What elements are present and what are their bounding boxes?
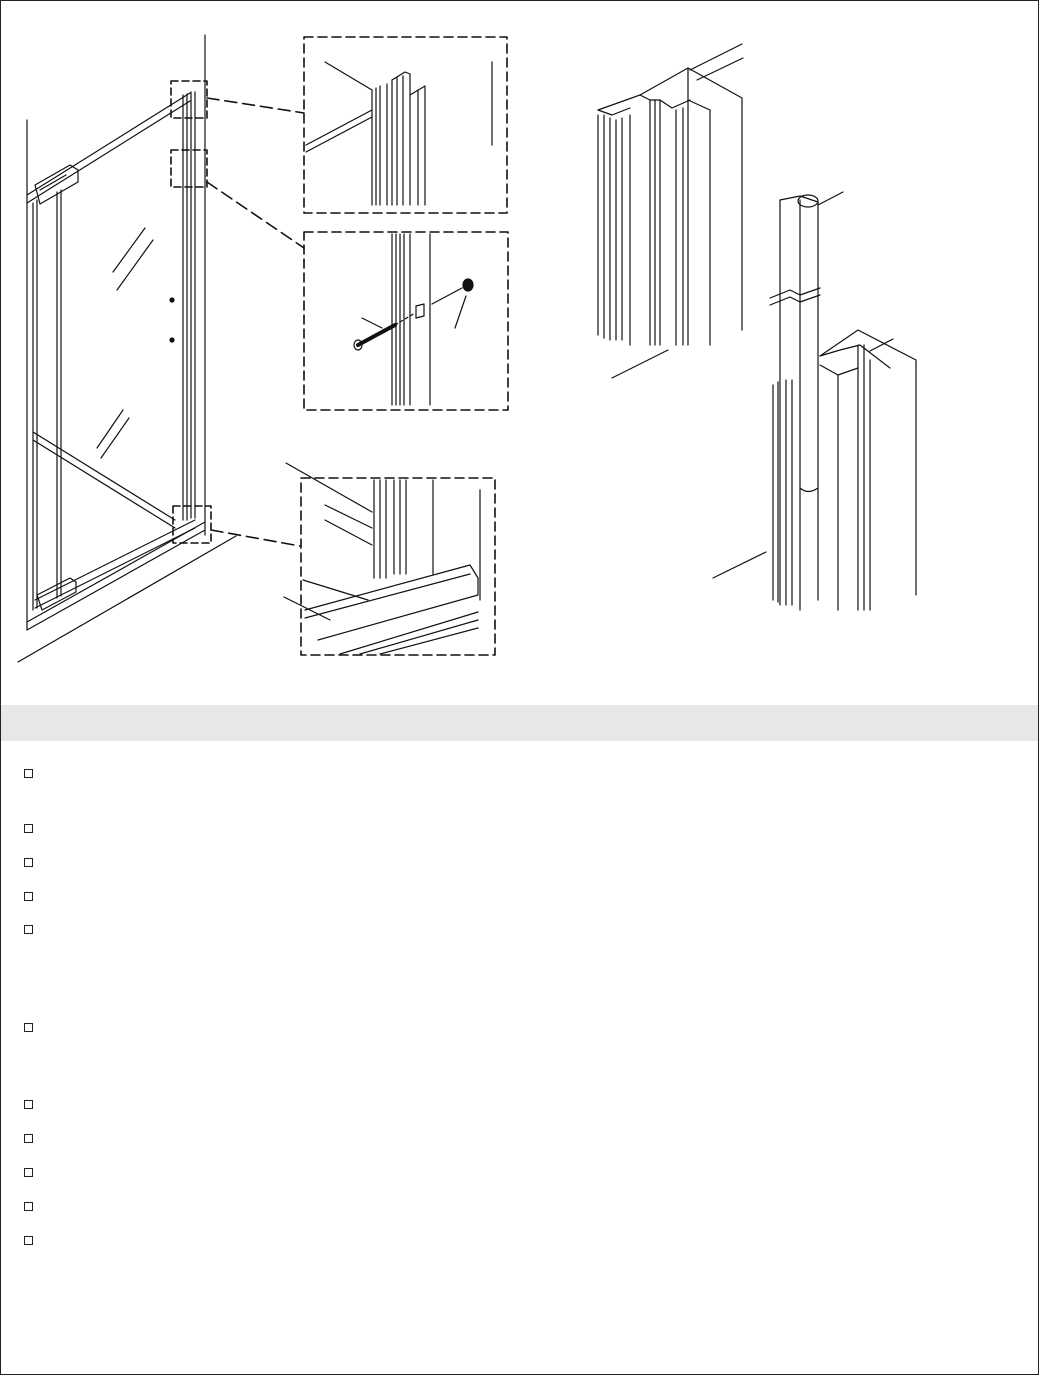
profile-hinge-drawing: [713, 192, 916, 610]
detail-top-channel: [304, 37, 507, 213]
checkbox-icon[interactable]: [24, 1168, 33, 1177]
checkbox-icon[interactable]: [24, 1236, 33, 1245]
checkbox-icon[interactable]: [24, 1023, 33, 1032]
checkbox-icon[interactable]: [24, 1100, 33, 1109]
checkbox-icon[interactable]: [24, 824, 33, 833]
detail-bottom-sill: [284, 463, 495, 655]
checkbox-icon[interactable]: [24, 858, 33, 867]
section-header-bar: [1, 705, 1038, 741]
checkbox-icon[interactable]: [24, 925, 33, 934]
checkbox-icon[interactable]: [24, 1202, 33, 1211]
checkbox-icon[interactable]: [24, 769, 33, 778]
profile-jamb-drawing: [598, 44, 743, 378]
door-assembly-drawing: [18, 35, 304, 662]
checkbox-icon[interactable]: [24, 892, 33, 901]
checkbox-icon[interactable]: [24, 1134, 33, 1143]
detail-screw-mount: [304, 232, 508, 410]
